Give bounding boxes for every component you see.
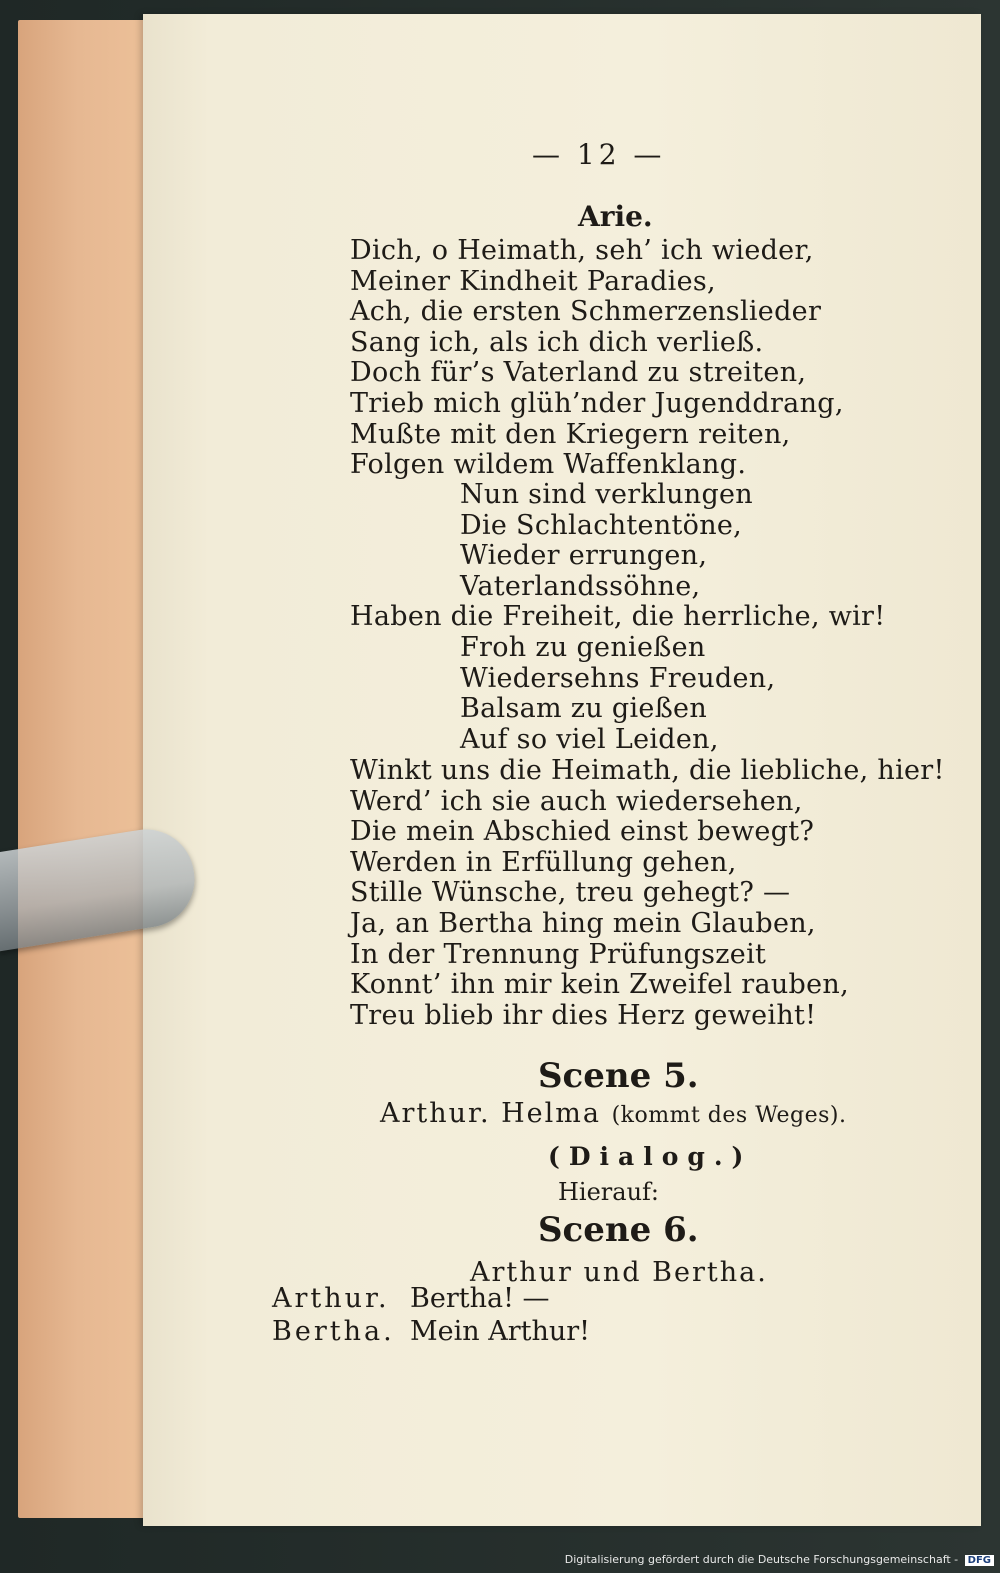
- scene-5-stage-direction: (kommt des Weges).: [611, 1103, 847, 1128]
- digitization-footer: [565, 1553, 994, 1566]
- dfg-logo: DFG: [965, 1555, 994, 1566]
- verse-line: Winkt uns die Heimath, die liebliche, hier!: [350, 755, 945, 786]
- verse-line: Doch für’s Vaterland zu streiten,: [350, 357, 807, 389]
- verse-line: Konnt’ ihn mir kein Zweifel rauben,: [350, 969, 849, 1001]
- aria-stanza-3: [350, 756, 945, 1031]
- speaker-name: Arthur.: [272, 1283, 390, 1314]
- verse-line: Dich, o Heimath, seh’ ich wieder,: [350, 235, 814, 266]
- scene-5-characters: Arthur. Helma: [380, 1098, 601, 1129]
- verse-line: Werd’ ich sie auch wiedersehen,: [350, 785, 803, 817]
- scene-5-title: Scene 5.: [538, 1056, 699, 1096]
- footer-text: Digitalisierung gefördert durch die Deutsche Forschungsgemeinschaft -: [564, 1553, 959, 1566]
- scene-5-persons: [380, 1098, 847, 1129]
- verse-line: Nun sind verklungen: [460, 479, 753, 510]
- verse-line: Werden in Erfüllung gehen,: [350, 846, 737, 878]
- verse-line: Die mein Abschied einst bewegt?: [350, 816, 815, 848]
- verse-line: Froh zu genießen: [460, 631, 706, 663]
- verse-line: Vaterlandssöhne,: [460, 570, 701, 602]
- verse-line: In der Trennung Prüfungszeit: [350, 938, 767, 970]
- dialog-note: (Dialog.): [548, 1142, 753, 1171]
- verse-line: Mußte mit den Kriegern reiten,: [350, 418, 791, 450]
- verse-line: Trieb mich glüh’nder Jugenddrang,: [350, 387, 844, 419]
- verse-line: Auf so viel Leiden,: [460, 723, 719, 755]
- verse-line: Wieder errungen,: [460, 540, 708, 572]
- verse-line: Stille Wünsche, treu gehegt? —: [350, 877, 791, 909]
- verse-line: Haben die Freiheit, die herrliche, wir!: [350, 601, 886, 633]
- speech-line: Bertha! —: [410, 1283, 550, 1314]
- verse-line: Wiedersehns Freuden,: [460, 662, 776, 694]
- verse-line: Ja, an Bertha hing mein Glauben,: [350, 907, 816, 939]
- speaker-name: Bertha.: [272, 1316, 395, 1347]
- speech-line: Mein Arthur!: [410, 1316, 591, 1347]
- verse-line: Treu blieb ihr dies Herz geweiht!: [350, 999, 817, 1031]
- transition-note: Hierauf:: [558, 1178, 660, 1206]
- verse-line: Meiner Kindheit Paradies,: [350, 265, 716, 297]
- aria-stanza-1: [350, 236, 844, 481]
- verse-line: Sang ich, als ich dich verließ.: [350, 326, 764, 358]
- verse-line: Balsam zu gießen: [460, 693, 708, 725]
- scene-6-title: Scene 6.: [538, 1210, 699, 1250]
- page-number: — 12 —: [532, 138, 666, 171]
- verse-line: Folgen wildem Waffenklang.: [350, 449, 747, 481]
- scene-6-persons: Arthur und Bertha.: [470, 1257, 768, 1288]
- aria-title: Arie.: [578, 200, 653, 233]
- aria-stanza-2: [350, 479, 886, 755]
- verse-line: Ach, die ersten Schmerzenslieder: [350, 296, 822, 328]
- verse-line: Die Schlachtentöne,: [460, 509, 743, 541]
